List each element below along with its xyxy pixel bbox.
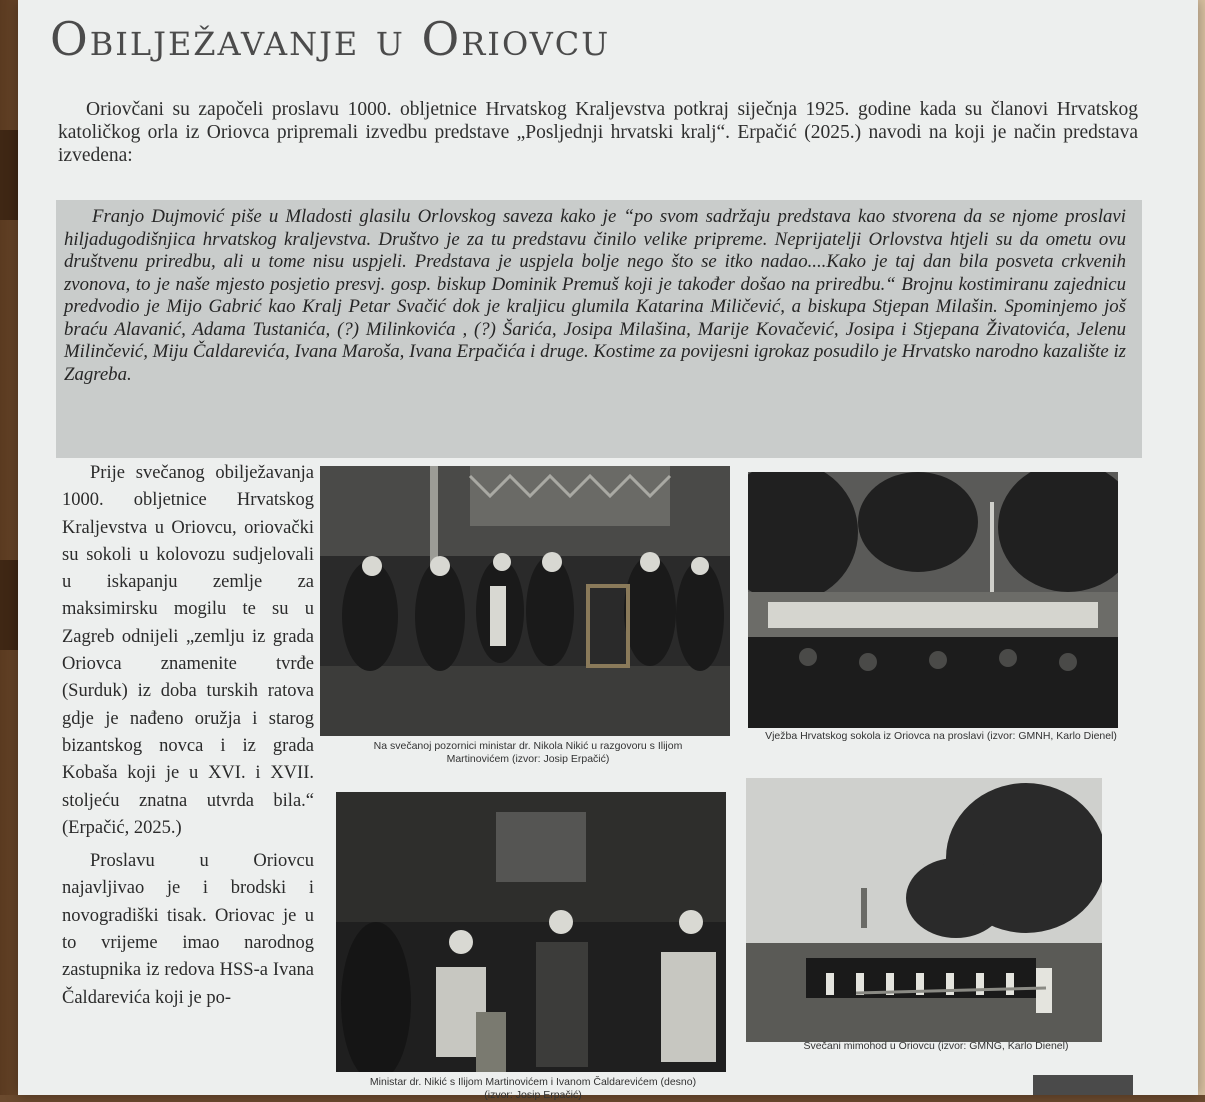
intro-paragraph: Oriovčani su započeli proslavu 1000. obljetnice Hrvatskog Kraljevstva potkraj siječnja 1925. godine kada su članovi Hrvatskog katoličkog orla iz Oriovca pripremali izvedbu predstave „Posljednji hrvatski kralj“. Erpačić (2025.) navodi na koji je način predstava izvedena: (58, 99, 1138, 166)
photo-minister-image (336, 792, 726, 1072)
caption-photo-4: Svečani mimohod u Oriovcu (izvor: GMNG, Karlo Dienel) (803, 1040, 1069, 1052)
exhibition-poster (18, 0, 1198, 1101)
side-column-text (62, 460, 314, 1018)
quote-paragraph: Franjo Dujmović piše u Mladosti glasilu Orlovskog saveza kako je “po svom sadržaju predstava kao stvorena da se njome proslavi hiljadugodišnjica hrvatskog kraljevstva. Društvo je za tu predstavu činilo velike pripreme. Neprijatelji Orlovstva htjeli su da ometu ovu društvenu priredbu, ali u tome nisu uspjeli. Predstava je uspjela bolje nego što se itko nadao....Kako je taj dan bila posveta crkvenih zvonova, to je naše mjesto posjetio presvj. gosp. biskup Dominik Premuš koji je također došao na priredbu.“ Brojnu kostimiranu zajednicu predvodio je Mijo Gabrić kao Kralj Petar Svačić dok je kraljicu glumila Katarina Miličević, a biskupa Stjepan Milašin. Spominjemo još braću Alavanić, Adama Tustanića, (?) Milinkovića , (?) Šarića, Josipa Milašina, Marije Kovačević, Josipa i Stjepana Živatovića, Jelenu Milinčević, Miju Čaldarevića, Ivana Maroša, Ivana Erpačića i druge. Kostime za povijesni igrokaz posudilo je Hrvatsko narodno kazalište iz Zagreba. (64, 206, 1126, 385)
page-title: Obilježavanje u Oriovcu (50, 12, 611, 66)
photo-sokol-image (748, 472, 1118, 728)
caption-photo-3: Ministar dr. Nikić s Ilijom Martinovićem i Ivanom Čaldarevićem (desno) (izvor: Josip Erpačić) (369, 1076, 697, 1101)
next-photo-edge (1033, 1075, 1133, 1095)
photo-parade (746, 778, 1102, 1042)
photo-sokol-exercise (748, 472, 1118, 728)
photo-minister-group (336, 792, 726, 1072)
side-paragraph-1: Prije svečanog obilježavanja 1000. obljetnice Hrvatskog Kraljevstva u Oriovcu, oriovački su sokoli u kolovozu sudjelovali u iskapanju zemlje za maksimirsku mogilu te su u Zagreb odnijeli „zemlju iz grada Oriovca znamenite tvrđe (Surduk) iz doba turskih ratova gdje je nađeno oružja i starog bizantskog novca i iz grada Kobaša koji je u XVI. i XVII. stoljeću znatna utvrda bila.“ (Erpačić, 2025.) (62, 463, 314, 838)
caption-photo-1: Na svečanoj pozornici ministar dr. Nikola Nikić u razgovoru s Ilijom Martinovićem (izvor: Josip Erpačić) (373, 740, 683, 765)
photo-parade-image (746, 778, 1102, 1042)
side-paragraph-2: Proslavu u Oriovcu najavljivao je i brodski i novogradiški tisak. Oriovac je u to vrijeme imao narodnog zastupnika iz redova HSS-a Ivana Čaldarevića koji je po- (62, 851, 314, 1008)
photo-stage-image (320, 466, 730, 736)
caption-photo-2: Vježba Hrvatskog sokola iz Oriovca na proslavi (izvor: GMNH, Karlo Dienel) (765, 730, 1117, 742)
photo-stage-dignitaries (320, 466, 730, 736)
